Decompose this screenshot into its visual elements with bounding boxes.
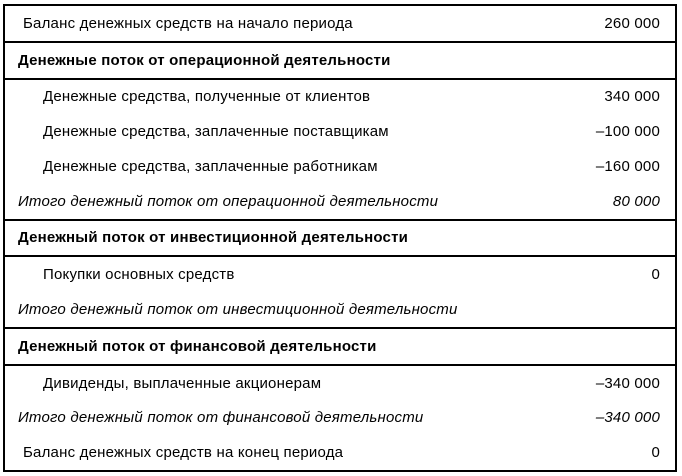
table-row xyxy=(5,114,675,149)
table-row xyxy=(5,184,675,221)
table-row xyxy=(5,435,675,470)
row-label: Баланс денежных средств на начало периода xyxy=(23,14,353,32)
row-value: 260 000 xyxy=(604,14,660,32)
row-label: Баланс денежных средств на конец периода xyxy=(23,444,344,462)
row-label: Итого денежный поток от финансовой деятельности xyxy=(18,409,424,427)
table-row xyxy=(5,292,675,329)
row-label: Денежный поток от инвестиционной деятельности xyxy=(18,229,409,247)
table-row xyxy=(5,221,675,258)
table-row xyxy=(5,43,675,80)
table-row xyxy=(5,366,675,401)
row-value: 80 000 xyxy=(612,192,660,210)
table-row xyxy=(5,149,675,184)
row-label: Денежные поток от операционной деятельности xyxy=(18,51,391,69)
row-value: 0 xyxy=(651,444,660,462)
row-label: Денежный поток от финансовой деятельности xyxy=(18,337,377,355)
row-value: –100 000 xyxy=(595,123,660,141)
row-label: Дивиденды, выплаченные акционерам xyxy=(43,374,322,392)
row-label: Денежные средства, заплаченные поставщикам xyxy=(43,123,389,141)
row-label: Денежные средства, полученные от клиентов xyxy=(43,88,371,106)
table-row xyxy=(5,400,675,435)
row-value: –160 000 xyxy=(595,157,660,175)
row-value: –340 000 xyxy=(595,374,660,392)
cash-flow-statement-table xyxy=(3,4,677,472)
row-value: –340 000 xyxy=(595,409,660,427)
row-label: Денежные средства, заплаченные работникам xyxy=(43,157,378,175)
table-row xyxy=(5,6,675,43)
row-value: 0 xyxy=(651,266,660,284)
table-row xyxy=(5,80,675,115)
row-value: 340 000 xyxy=(604,88,660,106)
row-label: Итого денежный поток от операционной деятельности xyxy=(18,192,439,210)
table-row xyxy=(5,329,675,366)
row-label: Итого денежный поток от инвестиционной деятельности xyxy=(18,301,458,318)
row-label: Покупки основных средств xyxy=(43,266,235,284)
table-row xyxy=(5,257,675,292)
